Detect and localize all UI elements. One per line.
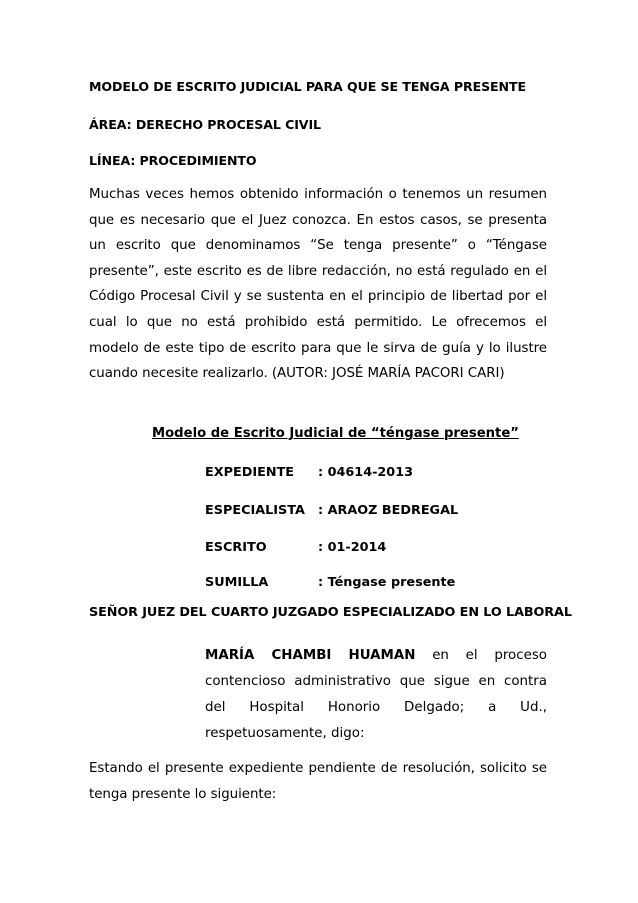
field-value-sumilla: : Téngase presente bbox=[318, 575, 456, 590]
field-label-escrito: ESCRITO bbox=[205, 540, 267, 555]
field-value-especialista: : ARAOZ BEDREGAL bbox=[318, 503, 459, 518]
judge-address: SEÑOR JUEZ DEL CUARTO JUZGADO ESPECIALIZADO EN LO LABORAL bbox=[89, 605, 572, 620]
petitioner-name: MARÍA CHAMBI HUAMAN bbox=[205, 648, 416, 663]
petitioner-text: en el proceso contencioso administrativo que sigue en contra del Hospital Honorio Delgado; a Ud., respetuosamente, digo: bbox=[205, 648, 547, 741]
document-title: MODELO DE ESCRITO JUDICIAL PARA QUE SE TENGA PRESENTE bbox=[89, 79, 526, 94]
area-heading: ÁREA: DERECHO PROCESAL CIVIL bbox=[89, 117, 321, 132]
field-label-especialista: ESPECIALISTA bbox=[205, 503, 305, 518]
closing-paragraph: Estando el presente expediente pendiente de resolución, solicito se tenga presente lo siguiente: bbox=[89, 761, 547, 802]
petitioner-paragraph bbox=[205, 643, 547, 747]
field-label-sumilla: SUMILLA bbox=[205, 575, 269, 590]
model-title: Modelo de Escrito Judicial de “téngase presente” bbox=[152, 426, 519, 441]
field-value-escrito: : 01-2014 bbox=[318, 540, 387, 555]
linea-heading: LÍNEA: PROCEDIMIENTO bbox=[89, 153, 257, 168]
field-label-expediente: EXPEDIENTE bbox=[205, 465, 295, 480]
intro-paragraph: Muchas veces hemos obtenido información o tenemos un resumen que es necesario que el Juez conozca. En estos casos, se presenta un escrito que denominamos “Se tenga presente” o “Téngase presente”, este escrito es de libre redacción, no está regulado en el Código Procesal Civil y se sustenta en el principio de libertad por el cual lo que no está prohibido está permitido. Le ofrecemos el modelo de este tipo de escrito para que le sirva de guía y lo ilustre cuando necesite realizarlo. (AUTOR: JOSÉ MARÍA PACORI CARI) bbox=[89, 187, 547, 382]
field-value-expediente: : 04614-2013 bbox=[318, 465, 414, 480]
